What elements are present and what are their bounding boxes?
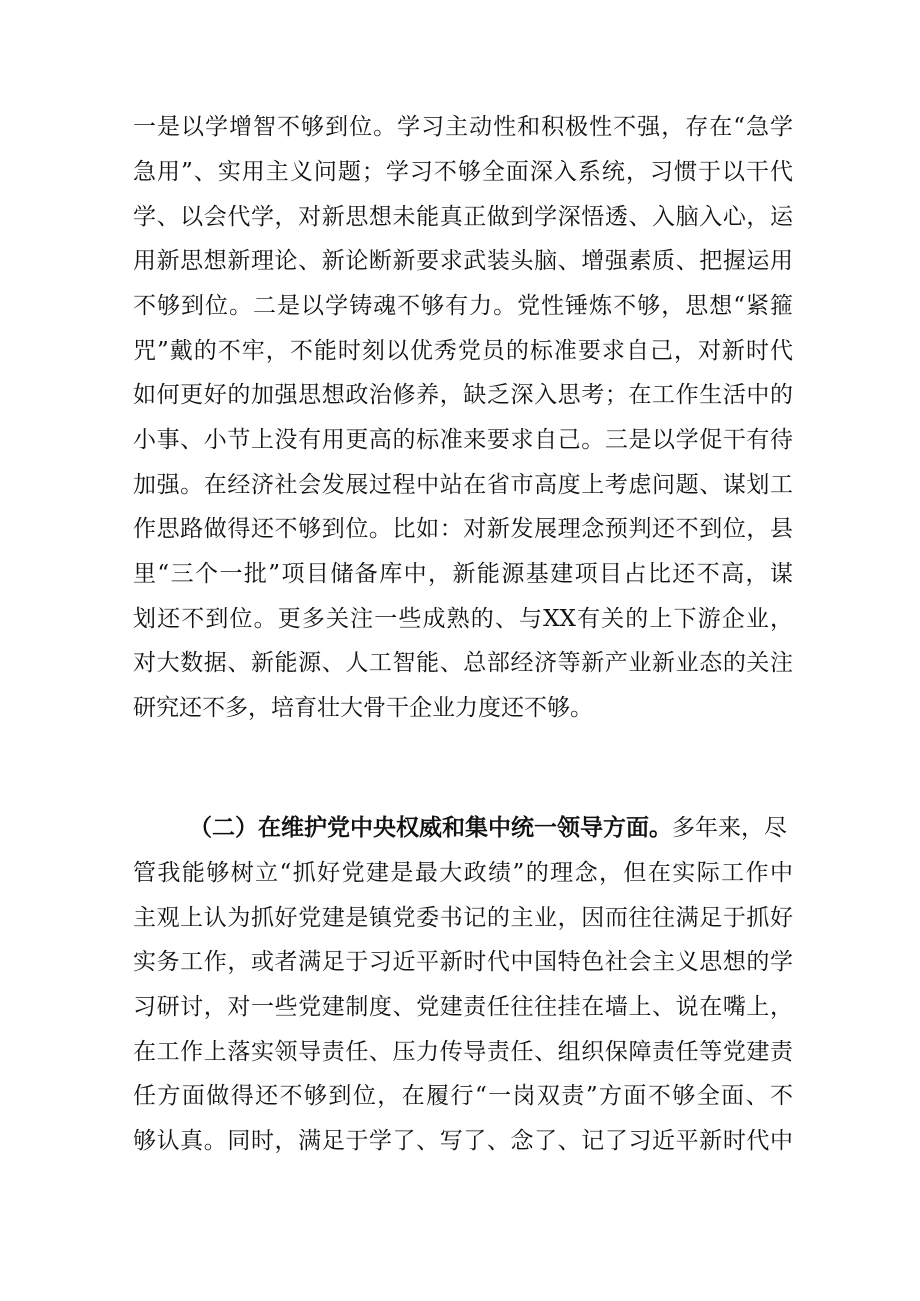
paragraph-line: 不够到位。二是以学铸魂不够有力。党性锤炼不够，思想“紧箍 [133,293,793,319]
paragraph-line: 划还不到位。更多关注一些成熟的、与XX有关的上下游企业， [133,606,793,632]
paragraph-line: 小事、小节上没有用更高的标准来要求自己。三是以学促干有待 [133,427,793,453]
paragraph-line: 如何更好的加强思想政治修养，缺乏深入思考；在工作生活中的 [133,382,793,408]
paragraph-line: 管我能够树立“抓好党建是最大政绩”的理念，但在实际工作中 [133,860,793,886]
heading-following-text: 多年来，尽 [672,815,787,841]
paragraph-first-line [133,808,793,848]
paragraph-line: 咒”戴的不牢，不能时刻以优秀党员的标准要求自己，对新时代 [133,338,793,364]
paragraph-line: 学、以会代学，对新思想未能真正做到学深悟透、入脑入心，运 [133,204,793,230]
paragraph-line: 急用”、实用主义问题；学习不够全面深入系统，习惯于以干代 [133,159,793,185]
paragraph-line: 研究还不多，培育壮大骨干企业力度还不够。 [133,695,593,721]
paragraph-line: 加强。在经济社会发展过程中站在省市高度上考虑问题、谋划工 [133,472,793,498]
paragraph-line: 主观上认为抓好党建是镇党委书记的主业，因而往往满足于抓好 [133,905,793,931]
paragraph-line: 一是以学增智不够到位。学习主动性和积极性不强，存在“急学 [133,114,793,140]
paragraph-line: 作思路做得还不够到位。比如：对新发展理念预判还不到位，县 [133,516,793,542]
paragraph-line: 实务工作，或者满足于习近平新时代中国特色社会主义思想的学 [133,949,793,975]
paragraph-line: 用新思想新理论、新论断新要求武装头脑、增强素质、把握运用 [133,248,793,274]
paragraph-line: 对大数据、新能源、人工智能、总部经济等新产业新业态的关注 [133,650,793,676]
section-heading: （二）在维护党中央权威和集中统一领导方面。 [189,814,672,841]
paragraph-line: 习研讨，对一些党建制度、党建责任往往挂在墙上、说在嘴上， [133,994,793,1020]
paragraph-line: 够认真。同时，满足于学了、写了、念了、记了习近平新时代中 [133,1128,793,1154]
paragraph-line: 在工作上落实领导责任、压力传导责任、组织保障责任等党建责 [133,1039,793,1065]
paragraph-line: 里“三个一批”项目储备库中，新能源基建项目占比还不高，谋 [133,561,793,587]
paragraph-line: 任方面做得还不够到位，在履行“一岗双责”方面不够全面、不 [133,1083,793,1109]
